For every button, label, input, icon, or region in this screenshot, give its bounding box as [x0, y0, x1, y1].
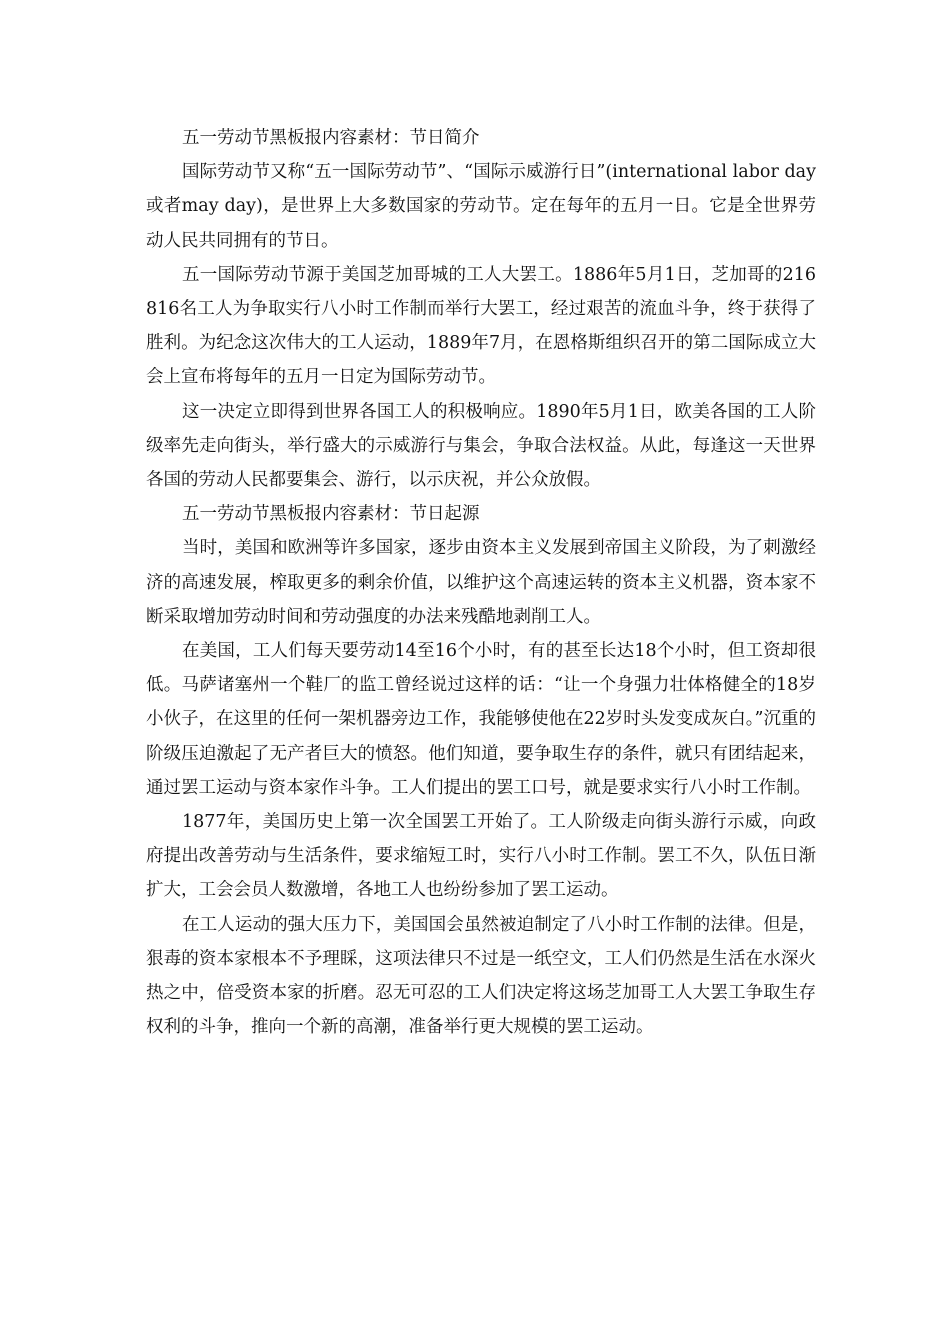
- document-body: [146, 121, 816, 1044]
- paragraph-capitalism: 当时，美国和欧洲等许多国家，逐步由资本主义发展到帝国主义阶段，为了刺激经济的高速发展，榨取更多的剩余价值，以维护这个高速运转的资本主义机器，资本家不断采取增加劳动时间和劳动强度的办法来残酷地剥削工人。: [146, 538, 816, 627]
- paragraph-origin-chicago: 五一国际劳动节源于美国芝加哥城的工人大罢工。1886年5月1日，芝加哥的216816名工人为争取实行八小时工作制而举行大罢工，经过艰苦的流血斗争，终于获得了胜利。为纪念这次伟大的工人运动，1889年7月，在恩格斯组织召开的第二国际成立大会上宣布将每年的五月一日定为国际劳动节。: [146, 264, 816, 388]
- paragraph-eight-hour-law: 在工人运动的强大压力下，美国国会虽然被迫制定了八小时工作制的法律。但是，狠毒的资本家根本不予理睬，这项法律只不过是一纸空文，工人们仍然是生活在水深火热之中，倍受资本家的折磨。忍无可忍的工人们决定将这场芝加哥工人大罢工争取生存权利的斗争，推向一个新的高潮，准备举行更大规模的罢工运动。: [146, 914, 816, 1038]
- paragraph-working-hours: 在美国，工人们每天要劳动14至16个小时，有的甚至长达18个小时，但工资却很低。马萨诸塞州一个鞋厂的监工曾经说过这样的话：“让一个身强力壮体格健全的18岁小伙子，在这里的任何一架机器旁边工作，我能够使他在22岁时头发变成灰白。”沉重的阶级压迫激起了无产者巨大的愤怒。他们知道，要争取生存的条件，就只有团结起来，通过罢工运动与资本家作斗争。工人们提出的罢工口号，就是要求实行八小时工作制。: [146, 641, 816, 798]
- paragraph-worldwide-response: 这一决定立即得到世界各国工人的积极响应。1890年5月1日，欧美各国的工人阶级率先走向街头，举行盛大的示威游行与集会，争取合法权益。从此，每逢这一天世界各国的劳动人民都要集会、游行，以示庆祝，并公众放假。: [146, 401, 816, 491]
- paragraph-definition: 国际劳动节又称“五一国际劳动节”、“国际示威游行日”(international labor day或者may day)，是世界上大多数国家的劳动节。定在每年的五月一日。它是全世界劳动人民共同拥有的节日。: [146, 162, 816, 251]
- section-heading-intro: 五一劳动节黑板报内容素材：节日简介: [182, 128, 480, 148]
- section-heading-origin: 五一劳动节黑板报内容素材：节日起源: [182, 504, 480, 525]
- paragraph-1877-strike: 1877年，美国历史上第一次全国罢工开始了。工人阶级走向街头游行示威，向政府提出改善劳动与生活条件，要求缩短工时，实行八小时工作制。罢工不久，队伍日渐扩大，工会会员人数激增，各地工人也纷纷参加了罢工运动。: [146, 812, 816, 901]
